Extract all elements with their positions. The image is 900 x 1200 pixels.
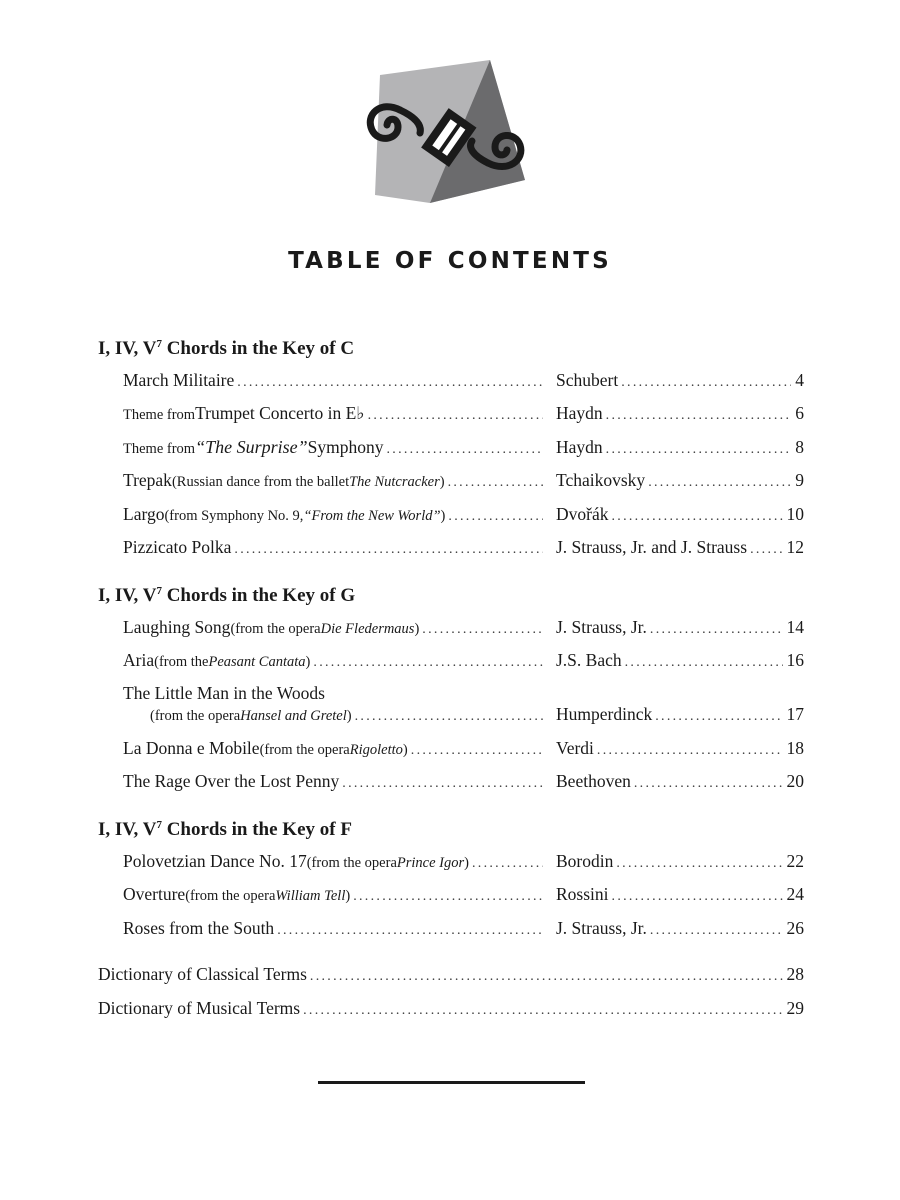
entry-detail-end: ) xyxy=(414,620,420,637)
entry-composer: J.S. Bach xyxy=(556,650,622,670)
toc-entry xyxy=(98,466,804,500)
leader-dots xyxy=(625,655,783,671)
entry-detail-end: ) xyxy=(345,888,351,904)
section-heading-rest: Chords in the Key of F xyxy=(161,819,352,840)
toc-entry xyxy=(98,733,804,767)
leader-dots xyxy=(448,475,543,491)
section-heading-rest: Chords in the Key of G xyxy=(161,585,356,606)
bottom-rule xyxy=(318,1081,585,1084)
entry-page-number: 8 xyxy=(795,436,804,457)
entry-page-number: 17 xyxy=(786,704,804,724)
leader-dots xyxy=(422,622,543,638)
entry-title-line xyxy=(123,738,543,759)
dictionary-list xyxy=(98,960,804,1027)
toc-entry xyxy=(98,533,804,567)
leader-dots xyxy=(234,542,543,558)
entry-title-line xyxy=(123,504,543,525)
entry-composer-line xyxy=(556,918,804,939)
entry-composer: Schubert xyxy=(556,369,619,390)
entry-composer: Humperdinck xyxy=(556,704,653,724)
entry-detail-italic: Hansel and Gretel xyxy=(240,708,347,724)
entry-detail: (Russian dance from the ballet xyxy=(171,474,350,490)
toc-entry xyxy=(98,399,804,433)
section-heading-rest: Chords in the Key of C xyxy=(161,338,355,359)
entry-title-line xyxy=(150,708,543,725)
section-heading-sup: 7 xyxy=(156,819,162,831)
leader-dots xyxy=(650,923,783,939)
toc-entry xyxy=(98,612,804,646)
entry-detail: (from the opera xyxy=(306,854,397,871)
entry-composer: Dvořák xyxy=(556,503,609,524)
leader-dots xyxy=(611,509,782,525)
toc-list xyxy=(98,332,804,1027)
section-heading xyxy=(98,813,804,846)
entry-page-number: 24 xyxy=(786,884,804,904)
leader-dots xyxy=(237,375,543,391)
section-heading-sup: 7 xyxy=(156,585,162,597)
section-heading-text: I, IV, V xyxy=(98,338,157,359)
entry-title: The Rage Over the Lost Penny xyxy=(123,771,340,791)
entry-title-line xyxy=(123,470,543,491)
entry-page-number: 10 xyxy=(786,503,804,524)
leader-dots xyxy=(355,709,543,725)
entry-detail-end: ) xyxy=(402,741,408,758)
entry-composer: Verdi xyxy=(556,737,594,758)
entry-title-line xyxy=(123,370,543,391)
entry-detail: (from the opera xyxy=(185,888,276,904)
entry-title: Laughing Song xyxy=(123,616,231,637)
entry-title-line xyxy=(123,617,543,638)
dictionary-title: Dictionary of Classical Terms xyxy=(98,964,307,984)
entry-page-number: 18 xyxy=(786,737,804,758)
toc-entry xyxy=(98,499,804,533)
entry-detail-italic: Prince Igor xyxy=(396,854,465,871)
entry-detail-italic: William Tell xyxy=(275,888,346,904)
entry-detail: (from the opera xyxy=(259,741,350,758)
leader-dots xyxy=(616,856,782,872)
entry-title: Symphony xyxy=(307,436,384,457)
entry-title-line xyxy=(123,537,543,558)
entry-page-number: 14 xyxy=(786,616,804,637)
leader-dots xyxy=(368,408,543,424)
page-title: TABLE OF CONTENTS xyxy=(288,248,612,274)
entry-title-line xyxy=(123,884,543,905)
entry-composer: J. Strauss, Jr. xyxy=(556,616,647,637)
entry-prefix: Theme from xyxy=(123,440,196,457)
dictionary-entry xyxy=(98,960,804,994)
entry-composer: J. Strauss, Jr. xyxy=(556,917,647,938)
entry-title-italic: “The Surprise” xyxy=(195,436,308,457)
entry-detail-end: ) xyxy=(464,854,469,871)
entry-composer: Haydn xyxy=(556,403,603,423)
entry-composer: Beethoven xyxy=(556,771,631,791)
entry-composer-line xyxy=(556,738,804,759)
section-heading-text: I, IV, V xyxy=(98,819,157,840)
entry-title-line xyxy=(123,437,543,458)
entry-page-number: 20 xyxy=(786,771,804,791)
entry-page-number: 26 xyxy=(786,917,804,938)
entry-composer-line xyxy=(556,771,804,792)
entry-page-number: 4 xyxy=(795,369,804,390)
leader-dots xyxy=(313,655,543,671)
entry-composer: Haydn xyxy=(556,436,603,457)
entry-detail: (from the xyxy=(154,654,209,670)
entry-composer-line xyxy=(556,470,804,491)
entry-prefix: Theme from xyxy=(123,407,196,423)
entry-title: Aria xyxy=(123,650,155,670)
entry-title: Largo xyxy=(123,503,165,524)
leader-dots xyxy=(750,542,782,558)
entry-detail-italic: Die Fledermaus xyxy=(320,620,415,637)
leader-dots xyxy=(353,889,543,905)
leader-dots xyxy=(472,856,543,872)
leader-dots xyxy=(448,509,543,525)
leader-dots xyxy=(655,709,782,725)
entry-detail: (from Symphony No. 9, xyxy=(164,507,304,524)
entry-detail: (from the opera xyxy=(150,708,241,724)
entry-detail-italic: Rigoletto xyxy=(349,741,403,758)
entry-composer-line xyxy=(556,537,804,558)
entry-page-number: 9 xyxy=(795,470,804,490)
entry-detail-end: ) xyxy=(440,507,446,524)
entry-composer: Rossini xyxy=(556,884,609,904)
entry-page-number: 12 xyxy=(786,537,804,557)
entry-title: Trumpet Concerto in E♭ xyxy=(195,403,365,423)
leader-dots xyxy=(303,1003,782,1019)
leader-dots xyxy=(310,969,783,985)
entry-page-number: 16 xyxy=(786,650,804,670)
entry-page-number: 22 xyxy=(786,850,804,871)
entry-detail-italic: “From the New World” xyxy=(303,507,441,524)
entry-title: Trepak xyxy=(123,470,172,490)
leader-dots xyxy=(411,743,543,759)
dictionary-line xyxy=(98,964,804,985)
leader-dots xyxy=(612,889,783,905)
clef-logo-icon xyxy=(360,55,540,210)
entry-composer: J. Strauss, Jr. and J. Strauss xyxy=(556,537,748,557)
dictionary-page-number: 29 xyxy=(786,997,804,1018)
entry-composer-line xyxy=(556,650,804,671)
entry-title: Pizzicato Polka xyxy=(123,537,232,557)
entry-title-line xyxy=(123,771,543,792)
leader-dots xyxy=(648,475,791,491)
entry-composer: Tchaikovsky xyxy=(556,470,646,490)
toc-entry xyxy=(98,679,804,733)
toc-entry xyxy=(98,913,804,947)
leader-dots xyxy=(621,375,791,391)
leader-dots xyxy=(634,776,783,792)
entry-title: Polovetzian Dance No. 17 xyxy=(123,850,307,871)
section-heading xyxy=(98,579,804,612)
entry-title: Roses from the South xyxy=(123,917,275,938)
toc-entry xyxy=(98,365,804,399)
leader-dots xyxy=(606,408,792,424)
entry-title-line xyxy=(123,650,543,671)
entry-composer-line xyxy=(556,403,804,424)
leader-dots xyxy=(650,622,783,638)
leader-dots xyxy=(386,442,543,458)
entry-page-number: 6 xyxy=(795,403,804,423)
entry-title-line xyxy=(123,403,543,424)
entry-composer-line xyxy=(556,504,804,525)
entry-detail-italic: The Nutcracker xyxy=(349,474,440,490)
entry-title: Overture xyxy=(123,884,186,904)
entry-detail-italic: Peasant Cantata xyxy=(208,654,306,670)
section-heading xyxy=(98,332,804,365)
section-heading-text: I, IV, V xyxy=(98,585,157,606)
dictionary-line xyxy=(98,998,804,1019)
toc-entry xyxy=(98,432,804,466)
entry-composer-line xyxy=(556,370,804,391)
entry-composer: Borodin xyxy=(556,850,614,871)
dictionary-title: Dictionary of Musical Terms xyxy=(98,997,301,1018)
entry-composer-line xyxy=(556,704,804,725)
entry-composer-line xyxy=(556,851,804,872)
toc-entry xyxy=(98,846,804,880)
toc-entry xyxy=(98,646,804,680)
entry-title-line xyxy=(123,918,543,939)
entry-title: La Donna e Mobile xyxy=(123,737,260,758)
entry-composer-line xyxy=(556,437,804,458)
entry-detail-end: ) xyxy=(439,474,445,490)
entry-composer-line xyxy=(556,617,804,638)
entry-title: March Militaire xyxy=(123,369,235,390)
leader-dots xyxy=(606,442,792,458)
entry-detail: (from the opera xyxy=(230,620,321,637)
toc-entry xyxy=(98,880,804,914)
entry-detail-end: ) xyxy=(305,654,311,670)
leader-dots xyxy=(342,776,543,792)
section-heading-sup: 7 xyxy=(156,338,162,350)
leader-dots xyxy=(277,923,543,939)
entry-title: The Little Man in the Woods xyxy=(123,683,325,703)
entry-title-line xyxy=(123,851,543,872)
dictionary-entry xyxy=(98,993,804,1027)
dictionary-page-number: 28 xyxy=(786,964,804,984)
toc-entry xyxy=(98,767,804,801)
leader-dots xyxy=(597,743,783,759)
entry-composer-line xyxy=(556,884,804,905)
entry-detail-end: ) xyxy=(346,708,352,724)
